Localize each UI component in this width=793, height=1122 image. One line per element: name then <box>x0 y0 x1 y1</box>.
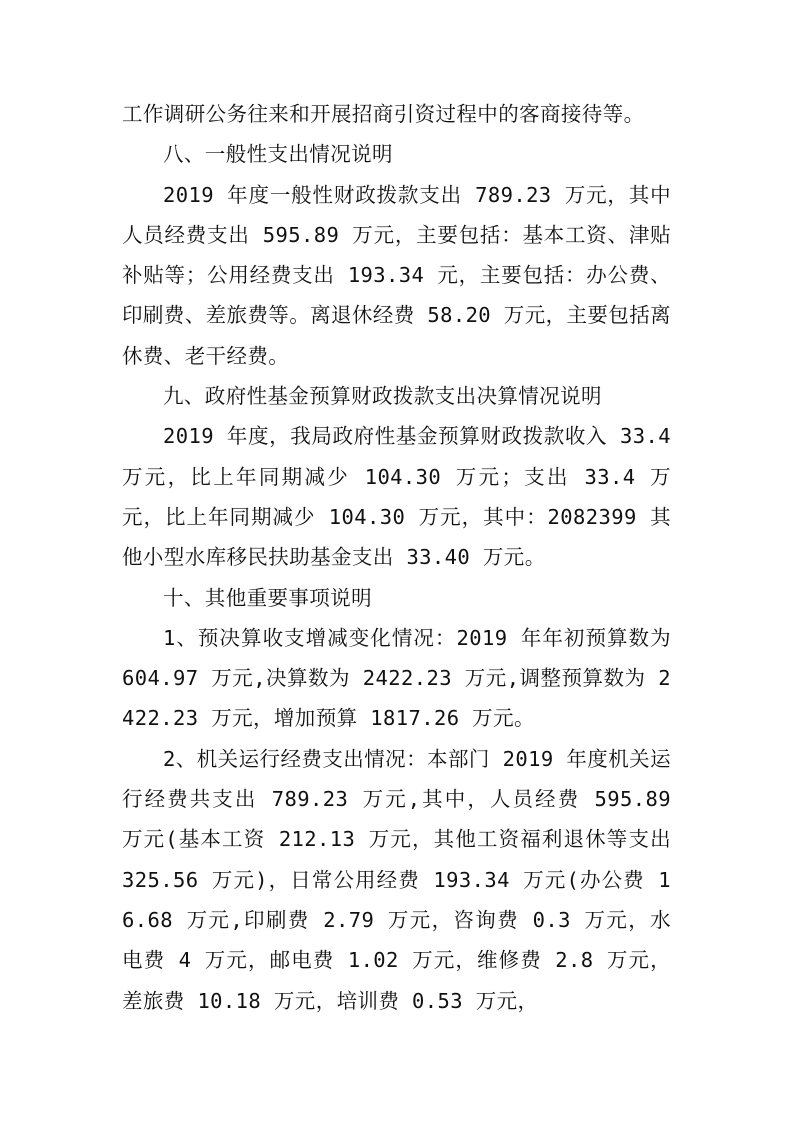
paragraph-operating-expense: 2、机关运行经费支出情况：本部门 2019 年度机关运行经费共支出 789.23 万元,其中，人员经费 595.89 万元(基本工资 212.13 万元，其他工资福利退休等支出 325.56 万元)，日常公用经费 193.34 万元(办公费 16.68 万元,印刷费 2.79 万元，咨询费 0.3 万元，水电费 4 万元，邮电费 1.02 万元，维修费 2.8 万元，差旅费 10.18 万元，培训费 0.53 万元， <box>122 746 671 1013</box>
paragraph-general-expenditure: 2019 年度一般性财政拨款支出 789.23 万元，其中人员经费支出 595.89 万元，主要包括：基本工资、津贴补贴等；公用经费支出 193.34 元，主要包括：办公费、印刷费、差旅费等。离退休经费 58.20 万元，主要包括离休费、老干经费。 <box>122 182 671 368</box>
section-heading-9: 九、政府性基金预算财政拨款支出决算情况说明 <box>163 384 602 409</box>
section-heading-10: 十、其他重要事项说明 <box>163 585 372 610</box>
paragraph-budget-change: 1、预决算收支增减变化情况：2019 年年初预算数为 604.97 万元,决算数为 2422.23 万元,调整预算数为 2422.23 万元，增加预算 1817.26 万元。 <box>122 625 671 731</box>
section-heading-8: 八、一般性支出情况说明 <box>163 142 393 167</box>
document-body <box>122 94 671 1021</box>
paragraph-government-fund: 2019 年度，我局政府性基金预算财政拨款收入 33.4 万元，比上年同期减少 104.30 万元；支出 33.4 万元，比上年同期减少 104.30 万元，其中：2082399 其他小型水库移民扶助基金支出 33.40 万元。 <box>122 424 671 570</box>
paragraph-continuation: 工作调研公务往来和开展招商引资过程中的客商接待等。 <box>122 102 645 126</box>
